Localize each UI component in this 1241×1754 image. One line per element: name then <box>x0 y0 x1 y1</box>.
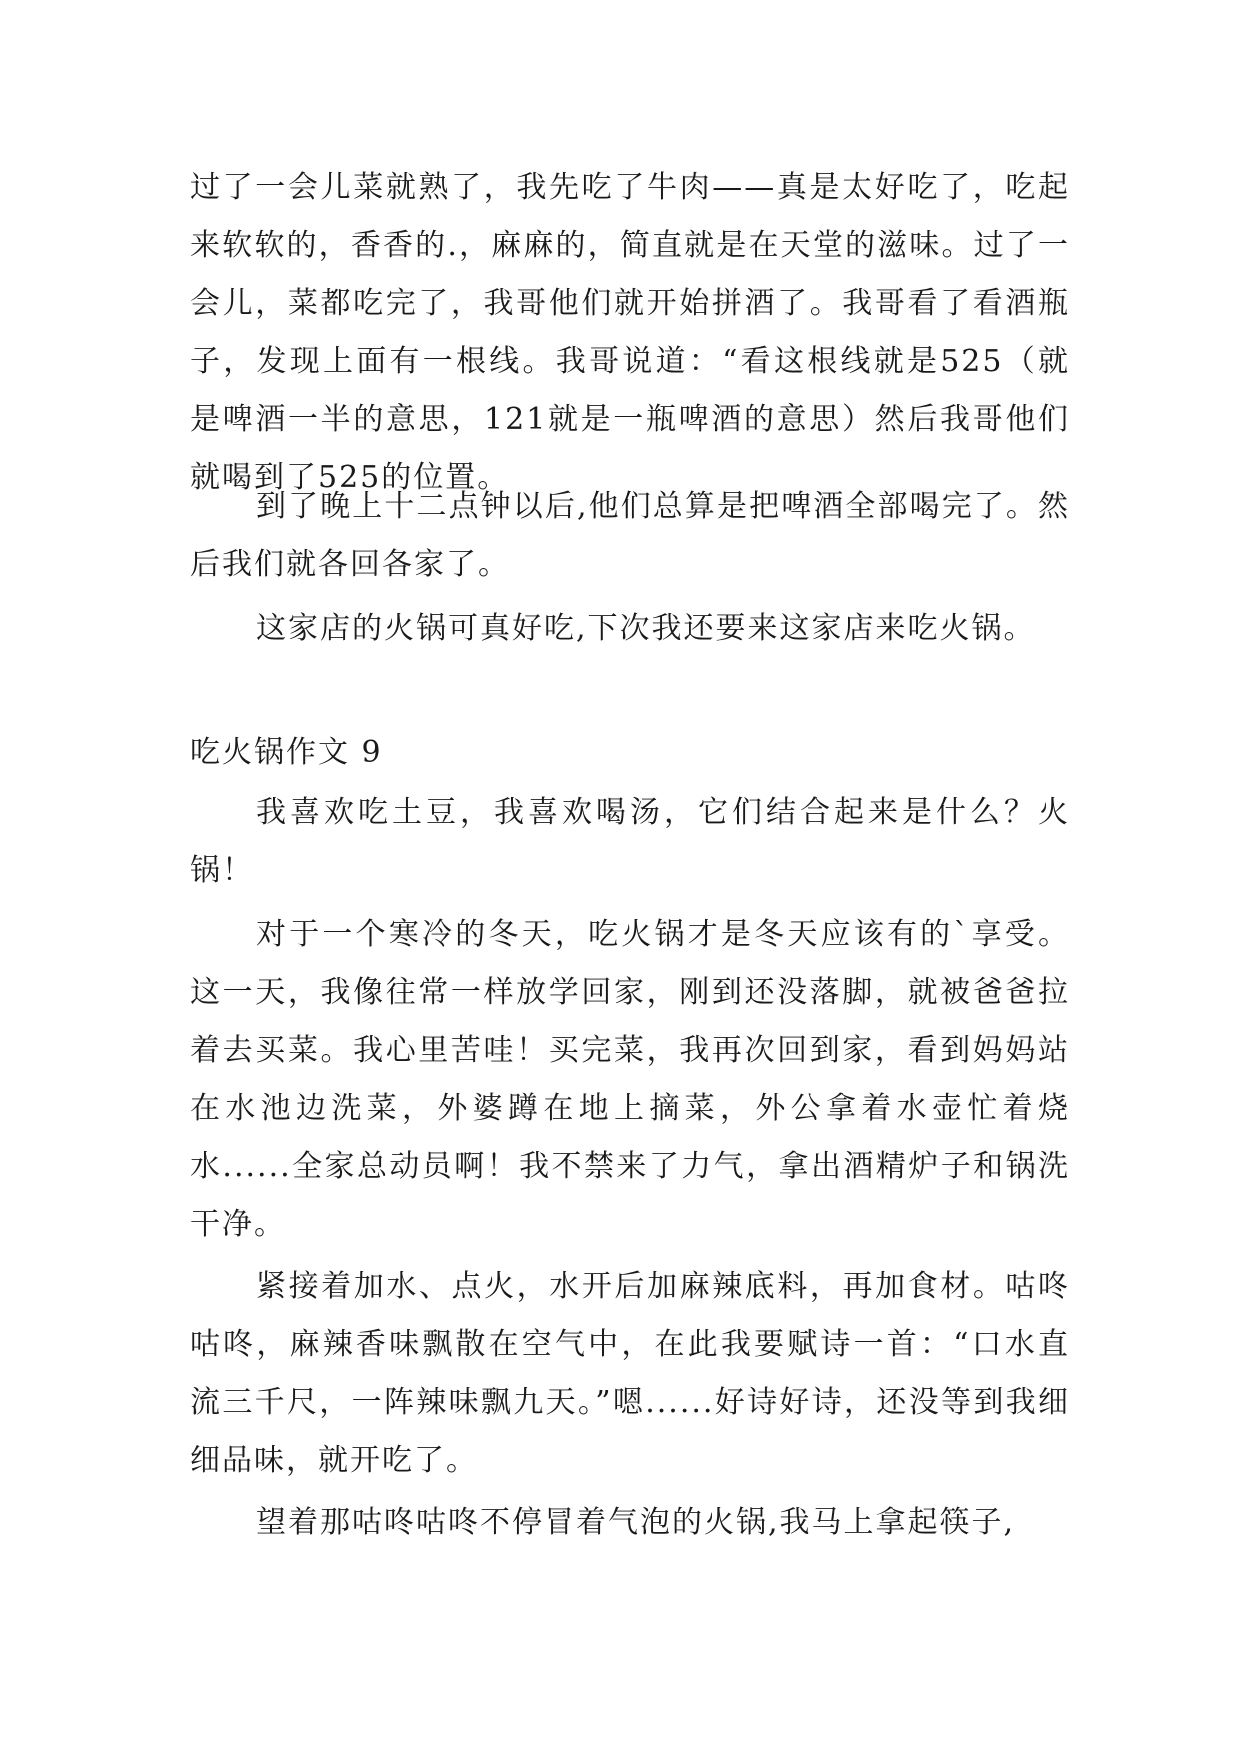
section-title: 吃火锅作文 9 <box>190 735 383 770</box>
paragraph-dinner-drinking: 过了一会儿菜就熟了，我先吃了牛肉——真是太好吃了，吃起来软软的，香香的.，麻麻的，简直就是在天堂的滋味。过了一会儿，菜都吃完了，我哥他们就开始拼酒了。我哥看了看酒瓶子，发现上面有一根线。我哥说道：“看这根线就是525（就是啤酒一半的意思，121就是一瓶啤酒的意思）然后我哥他们就喝到了525的位置。 <box>190 170 1070 495</box>
paragraph-chopsticks: 望着那咕咚咕咚不停冒着气泡的火锅,我马上拿起筷子, <box>256 1505 1016 1540</box>
paragraph-winter-day: 对于一个寒冷的冬天，吃火锅才是冬天应该有的`享受。这一天，我像往常一样放学回家，刚到还没落脚，就被爸爸拉着去买菜。我心里苦哇！买完菜，我再次回到家，看到妈妈站在水池边洗菜，外婆蹲在地上摘菜，外公拿着水壶忙着烧水......全家总动员啊！我不禁来了力气，拿出酒精炉子和锅洗干净。 <box>190 917 1070 1242</box>
paragraph-intro: 我喜欢吃土豆，我喜欢喝汤，它们结合起来是什么？火锅！ <box>190 795 1070 888</box>
paragraph-restaurant-praise: 这家店的火锅可真好吃,下次我还要来这家店来吃火锅。 <box>256 611 1036 646</box>
paragraph-midnight: 到了晚上十二点钟以后,他们总算是把啤酒全部喝完了。然后我们就各回各家了。 <box>190 489 1070 582</box>
paragraph-cooking: 紧接着加水、点火，水开后加麻辣底料，再加食材。咕咚咕咚，麻辣香味飘散在空气中，在此我要赋诗一首：“口水直流三千尺，一阵辣味飘九天。”嗯......好诗好诗，还没等到我细细品味，就开吃了。 <box>190 1269 1070 1478</box>
